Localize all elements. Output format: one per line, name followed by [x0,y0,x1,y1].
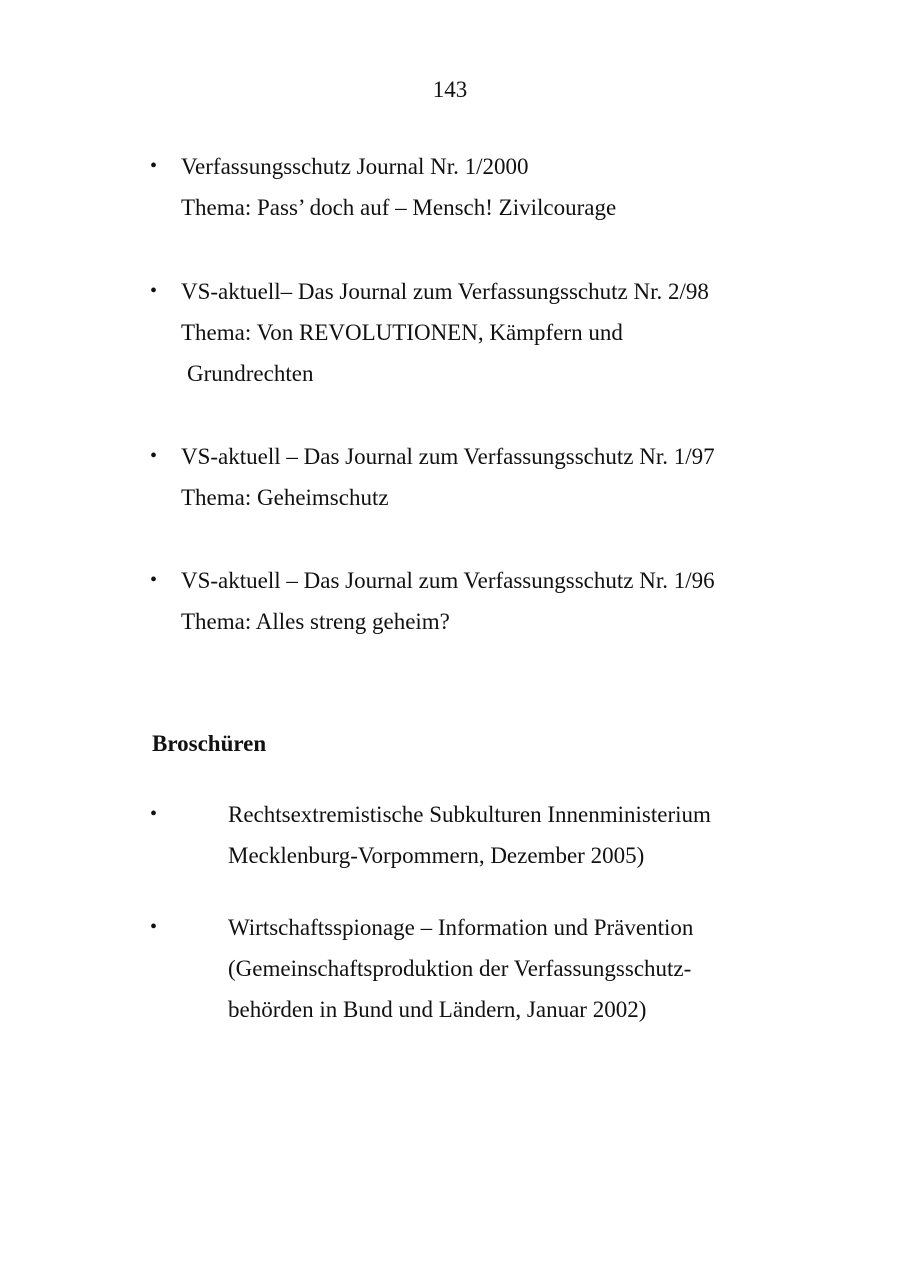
journal-title: Verfassungsschutz Journal Nr. 1/2000 [181,154,529,179]
bullet-icon: • [150,916,158,938]
journal-theme-continuation: Grundrechten [187,361,314,386]
brochure-detail: Mecklenburg-Vorpommern, Dezember 2005) [228,843,645,868]
bullet-icon: • [150,280,158,302]
journal-theme: Thema: Pass’ doch auf – Mensch! Zivilcourage [181,195,617,220]
journal-title: VS-aktuell – Das Journal zum Verfassungsschutz Nr. 1/96 [181,568,715,593]
bullet-icon: • [150,569,158,591]
journal-title: VS-aktuell – Das Journal zum Verfassungsschutz Nr. 1/97 [181,444,715,469]
brochure-title: Wirtschaftsspionage – Information und Prävention [228,915,694,940]
bullet-icon: • [150,803,158,825]
brochure-detail-continuation: behörden in Bund und Ländern, Januar 2002) [228,997,647,1022]
brochure-title: Rechtsextremistische Subkulturen Innenministerium [228,802,711,827]
journal-theme: Thema: Von REVOLUTIONEN, Kämpfern und [181,320,623,345]
journal-title: VS-aktuell– Das Journal zum Verfassungsschutz Nr. 2/98 [181,279,709,304]
bullet-icon: • [150,155,158,177]
section-heading-brochures: Broschüren [152,731,267,756]
bullet-icon: • [150,445,158,467]
brochure-detail: (Gemeinschaftsproduktion der Verfassungsschutz- [228,956,692,981]
journal-theme: Thema: Alles streng geheim? [181,609,450,634]
page-number: 143 [432,77,468,102]
journal-theme: Thema: Geheimschutz [181,485,389,510]
